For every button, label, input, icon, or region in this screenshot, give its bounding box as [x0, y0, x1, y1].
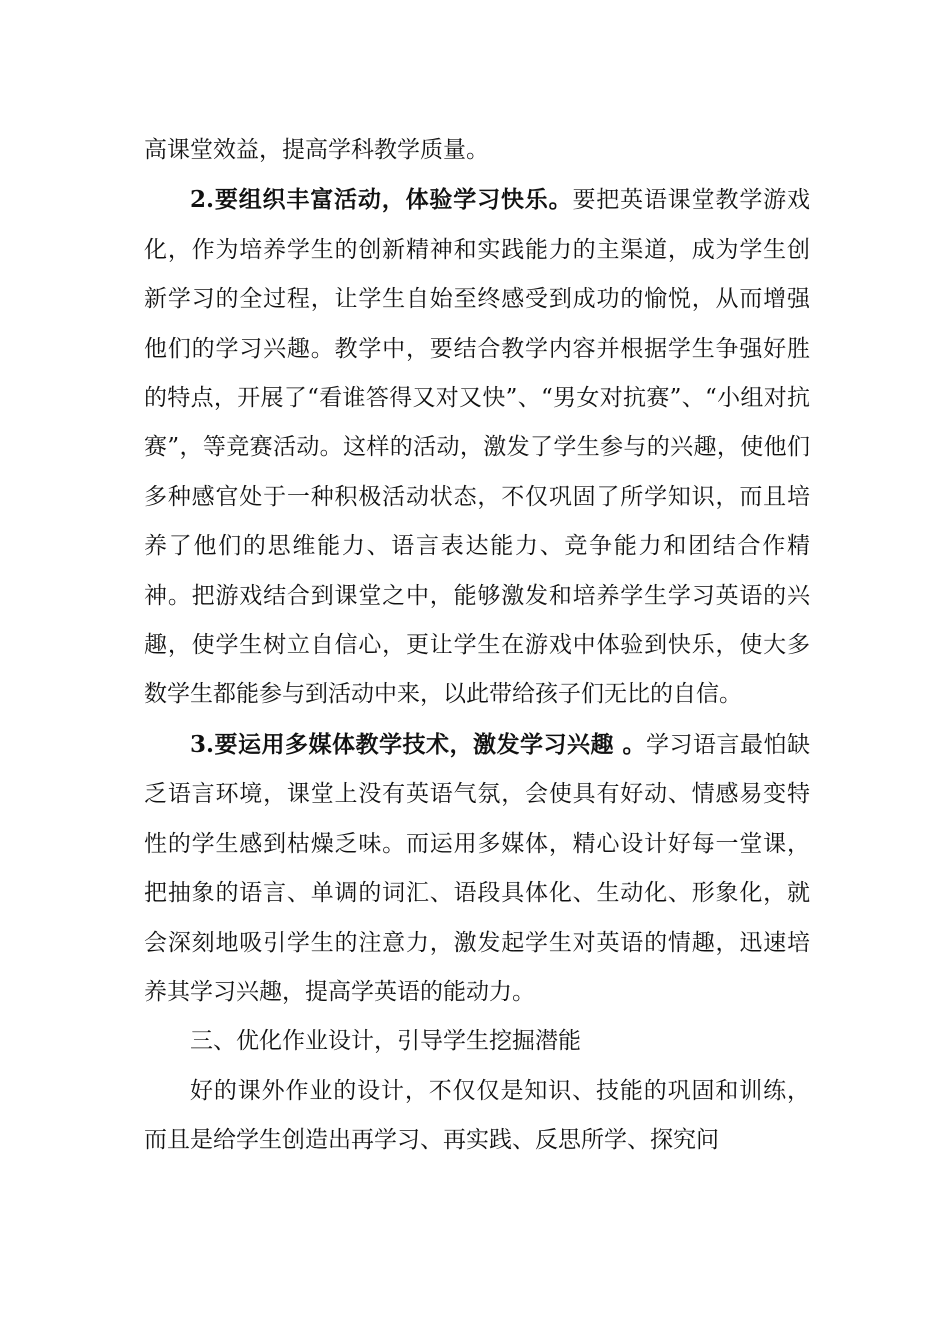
paragraph-multimedia: [144, 720, 810, 1017]
paragraph-homework: [144, 1067, 810, 1166]
paragraph-text: 好的课外作业的设计，不仅仅是知识、技能的巩固和训练，而且是给学生创造出再学习、再实践、反思所学、探究问: [144, 1077, 810, 1154]
section-heading: 三、优化作业设计，引导学生挖掘潜能: [190, 1028, 581, 1055]
paragraph-continued: [144, 126, 810, 175]
paragraph-lead: 2.要组织丰富活动，体验学习快乐。: [190, 186, 573, 214]
paragraph-text: 高课堂效益，提高学科教学质量。: [144, 137, 489, 163]
paragraph-text: 学习语言最怕缺乏语言环境，课堂上没有英语气氛，会使具有好动、情感易变特性的学生感到枯燥乏味。而运用多媒体，精心设计好每一堂课，把抽象的语言、单调的词汇、语段具体化、生动化、形象化，就会深刻地吸引学生的注意力，激发起学生对英语的情趣，迅速培养其学习兴趣，提高学英语的能动力。: [144, 731, 810, 1005]
paragraph-text: 要把英语课堂教学游戏化，作为培养学生的创新精神和实践能力的主渠道，成为学生创新学习的全过程，让学生自始至终感受到成功的愉悦，从而增强他们的学习兴趣。教学中，要结合教学内容并根据学生争强好胜的特点，开展了“看谁答得又对又快”、“男女对抗赛”、“小组对抗赛”，等竞赛活动。这样的活动，激发了学生参与的兴趣，使他们多种感官处于一种积极活动状态，不仅巩固了所学知识，而且培养了他们的思维能力、语言表达能力、竞争能力和团结合作精神。把游戏结合到课堂之中，能够激发和培养学生学习英语的兴趣，使学生树立自信心，更让学生在游戏中体验到快乐，使大多数学生都能参与到活动中来，以此带给孩子们无比的自信。: [144, 187, 811, 708]
paragraph-lead: 3.要运用多媒体教学技术，激发学习兴趣 。: [190, 730, 646, 758]
paragraph-activities: [144, 175, 810, 719]
document-page: [144, 126, 810, 1166]
